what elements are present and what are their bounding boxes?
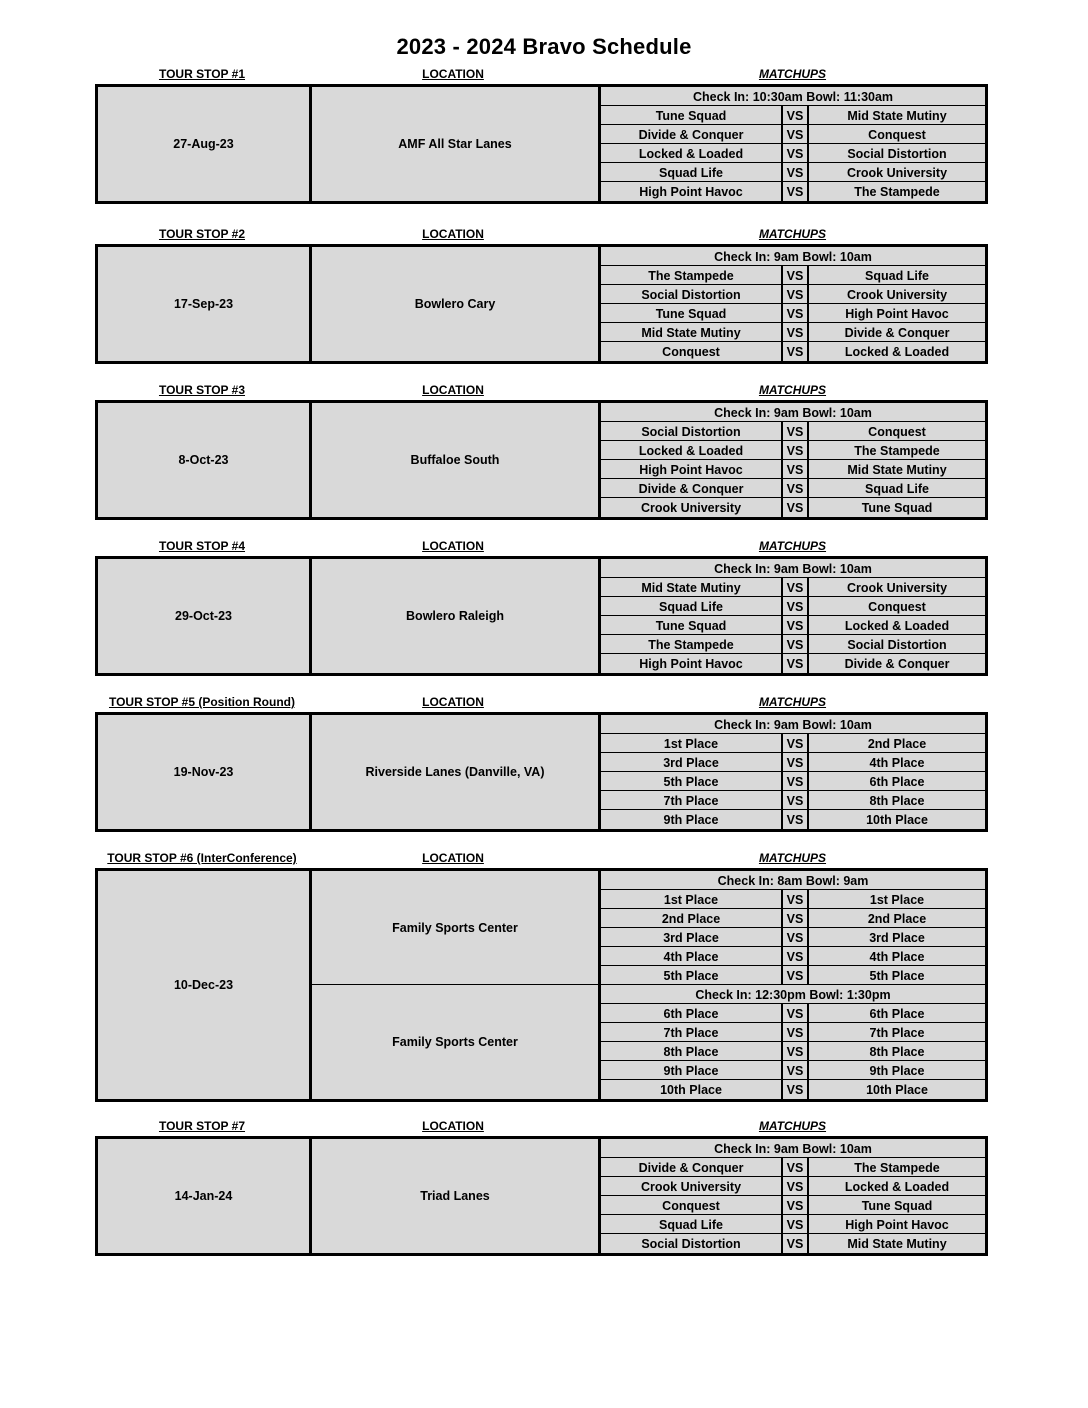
vs-divider [807,1080,809,1099]
vs-label: VS [783,1215,807,1234]
home-team: Crook University [601,498,781,517]
matchups-header: MATCHUPS [758,539,827,553]
vs-divider [781,635,783,654]
vs-divider [807,460,809,479]
column-divider [598,715,601,829]
away-team: Locked & Loaded [809,1177,985,1196]
vs-label: VS [783,616,807,635]
away-team: 3rd Place [809,928,985,947]
vs-divider [807,772,809,791]
home-team: Divide & Conquer [601,125,781,144]
location-header: LOCATION [422,1119,484,1133]
vs-divider [807,1234,809,1253]
vs-label: VS [783,791,807,810]
vs-label: VS [783,163,807,182]
column-divider [598,559,601,673]
location-header: LOCATION [422,695,484,709]
tour-stop-block [95,1136,988,1256]
vs-label: VS [783,734,807,753]
home-team: High Point Havoc [601,182,781,201]
checkin-time: Check In: 8am Bowl: 9am [601,871,985,890]
vs-divider [807,441,809,460]
checkin-time: Check In: 12:30pm Bowl: 1:30pm [601,985,985,1004]
checkin-time: Check In: 10:30am Bowl: 11:30am [601,87,985,106]
home-team: Squad Life [601,1215,781,1234]
vs-label: VS [783,422,807,441]
vs-divider [807,125,809,144]
vs-label: VS [783,460,807,479]
home-team: 3rd Place [601,753,781,772]
home-team: Squad Life [601,597,781,616]
stop-location: Bowlero Raleigh [312,559,598,673]
vs-divider [807,734,809,753]
home-team: Tune Squad [601,106,781,125]
tour-stop-label: TOUR STOP #6 (InterConference) [107,851,297,865]
vs-divider [781,578,783,597]
matchups-header: MATCHUPS [758,67,827,81]
vs-divider [807,323,809,342]
home-team: Social Distortion [601,285,781,304]
tour-stop-label: TOUR STOP #3 [158,383,246,397]
away-team: 6th Place [809,1004,985,1023]
vs-label: VS [783,1023,807,1042]
vs-divider [781,1061,783,1080]
stop-date: 10-Dec-23 [98,871,309,1099]
vs-label: VS [783,498,807,517]
away-team: Divide & Conquer [809,323,985,342]
location-header: LOCATION [422,227,484,241]
stop-date: 27-Aug-23 [98,87,309,201]
vs-divider [807,616,809,635]
vs-label: VS [783,928,807,947]
column-divider [309,87,312,201]
home-team: 6th Place [601,1004,781,1023]
stop-location: Buffaloe South [312,403,598,517]
vs-label: VS [783,578,807,597]
home-team: 3rd Place [601,928,781,947]
away-team: High Point Havoc [809,304,985,323]
vs-divider [807,791,809,810]
vs-label: VS [783,1080,807,1099]
vs-divider [807,909,809,928]
vs-label: VS [783,635,807,654]
vs-label: VS [783,1196,807,1215]
vs-divider [781,1234,783,1253]
vs-label: VS [783,597,807,616]
home-team: Crook University [601,1177,781,1196]
away-team: Tune Squad [809,1196,985,1215]
matchups-header: MATCHUPS [758,383,827,397]
vs-divider [781,753,783,772]
away-team: Tune Squad [809,498,985,517]
location-header: LOCATION [422,67,484,81]
home-team: 9th Place [601,810,781,829]
vs-divider [781,791,783,810]
checkin-time: Check In: 9am Bowl: 10am [601,559,985,578]
vs-divider [781,810,783,829]
away-team: Conquest [809,125,985,144]
vs-divider [781,342,783,361]
away-team: 5th Place [809,966,985,985]
vs-label: VS [783,182,807,201]
away-team: 8th Place [809,791,985,810]
vs-divider [807,810,809,829]
checkin-time: Check In: 9am Bowl: 10am [601,403,985,422]
stop-date: 8-Oct-23 [98,403,309,517]
tour-stop-label: TOUR STOP #5 (Position Round) [108,695,295,709]
vs-divider [807,966,809,985]
away-team: High Point Havoc [809,1215,985,1234]
vs-label: VS [783,772,807,791]
home-team: Locked & Loaded [601,441,781,460]
home-team: 9th Place [601,1061,781,1080]
vs-divider [781,1042,783,1061]
vs-label: VS [783,909,807,928]
tour-stop-block [95,712,988,832]
away-team: Social Distortion [809,144,985,163]
vs-label: VS [783,144,807,163]
vs-divider [807,266,809,285]
vs-divider [807,304,809,323]
home-team: Squad Life [601,163,781,182]
vs-divider [781,323,783,342]
vs-divider [781,125,783,144]
column-divider [309,871,312,1099]
home-team: 4th Place [601,947,781,966]
away-team: 4th Place [809,753,985,772]
vs-divider [781,182,783,201]
home-team: 1st Place [601,734,781,753]
vs-divider [781,966,783,985]
vs-divider [807,753,809,772]
vs-label: VS [783,106,807,125]
stop-location: Triad Lanes [312,1139,598,1253]
vs-divider [807,597,809,616]
vs-divider [807,578,809,597]
vs-divider [807,182,809,201]
vs-divider [807,635,809,654]
away-team: Conquest [809,422,985,441]
vs-divider [781,422,783,441]
home-team: Social Distortion [601,1234,781,1253]
home-team: Conquest [601,342,781,361]
vs-divider [781,597,783,616]
vs-divider [781,890,783,909]
away-team: The Stampede [809,1158,985,1177]
matchups-header: MATCHUPS [758,1119,827,1133]
vs-label: VS [783,1158,807,1177]
checkin-time: Check In: 9am Bowl: 10am [601,715,985,734]
away-team: Mid State Mutiny [809,1234,985,1253]
away-team: 7th Place [809,1023,985,1042]
vs-label: VS [783,810,807,829]
away-team: 6th Place [809,772,985,791]
stop-location: Family Sports Center [312,871,598,985]
vs-label: VS [783,342,807,361]
page-title: 2023 - 2024 Bravo Schedule [396,34,692,59]
away-team: Mid State Mutiny [809,460,985,479]
vs-divider [807,106,809,125]
column-divider [598,87,601,201]
home-team: Tune Squad [601,304,781,323]
tour-stop-label: TOUR STOP #2 [158,227,246,241]
vs-divider [781,616,783,635]
location-header: LOCATION [422,851,484,865]
vs-divider [807,928,809,947]
vs-divider [781,285,783,304]
away-team: The Stampede [809,182,985,201]
vs-divider [781,460,783,479]
column-divider [309,247,312,361]
vs-divider [781,947,783,966]
vs-divider [807,422,809,441]
tour-stop-label: TOUR STOP #1 [158,67,246,81]
matchups-header: MATCHUPS [758,851,827,865]
vs-divider [807,654,809,673]
away-team: 8th Place [809,1042,985,1061]
column-divider [309,403,312,517]
away-team: 4th Place [809,947,985,966]
vs-divider [781,734,783,753]
vs-divider [781,266,783,285]
vs-divider [807,1023,809,1042]
vs-divider [781,1196,783,1215]
away-team: Divide & Conquer [809,654,985,673]
vs-label: VS [783,753,807,772]
away-team: Social Distortion [809,635,985,654]
vs-divider [807,947,809,966]
vs-divider [781,304,783,323]
vs-divider [781,772,783,791]
away-team: Crook University [809,163,985,182]
home-team: Social Distortion [601,422,781,441]
vs-divider [807,285,809,304]
vs-divider [781,928,783,947]
home-team: 5th Place [601,966,781,985]
vs-divider [807,1004,809,1023]
home-team: 1st Place [601,890,781,909]
home-team: Mid State Mutiny [601,578,781,597]
away-team: 10th Place [809,810,985,829]
vs-divider [807,163,809,182]
matchups-header: MATCHUPS [758,695,827,709]
column-divider [598,403,601,517]
vs-label: VS [783,890,807,909]
vs-label: VS [783,1061,807,1080]
vs-label: VS [783,1234,807,1253]
vs-divider [781,498,783,517]
vs-divider [781,163,783,182]
column-divider [598,1139,601,1253]
stop-date: 17-Sep-23 [98,247,309,361]
vs-label: VS [783,266,807,285]
away-team: Locked & Loaded [809,342,985,361]
stop-date: 19-Nov-23 [98,715,309,829]
vs-divider [807,1177,809,1196]
away-team: Mid State Mutiny [809,106,985,125]
vs-label: VS [783,1004,807,1023]
vs-label: VS [783,441,807,460]
vs-divider [781,1215,783,1234]
vs-divider [781,441,783,460]
away-team: Squad Life [809,266,985,285]
tour-stop-block [95,400,988,520]
vs-label: VS [783,966,807,985]
away-team: 2nd Place [809,734,985,753]
tour-stop-label: TOUR STOP #7 [158,1119,246,1133]
away-team: Locked & Loaded [809,616,985,635]
column-divider [598,247,601,361]
vs-label: VS [783,1177,807,1196]
vs-divider [807,479,809,498]
home-team: 5th Place [601,772,781,791]
vs-divider [781,106,783,125]
stop-location: Riverside Lanes (Danville, VA) [312,715,598,829]
vs-divider [781,1004,783,1023]
location-header: LOCATION [422,539,484,553]
vs-label: VS [783,479,807,498]
away-team: 10th Place [809,1080,985,1099]
vs-divider [781,1177,783,1196]
home-team: Divide & Conquer [601,1158,781,1177]
home-team: 7th Place [601,791,781,810]
home-team: Tune Squad [601,616,781,635]
vs-divider [781,909,783,928]
away-team: Crook University [809,578,985,597]
vs-label: VS [783,1042,807,1061]
vs-divider [807,144,809,163]
vs-divider [781,144,783,163]
vs-divider [807,1061,809,1080]
away-team: 1st Place [809,890,985,909]
vs-divider [807,1215,809,1234]
vs-divider [807,1042,809,1061]
checkin-time: Check In: 9am Bowl: 10am [601,1139,985,1158]
stop-location: Family Sports Center [312,985,598,1099]
vs-label: VS [783,654,807,673]
home-team: Conquest [601,1196,781,1215]
tour-stop-block [95,868,988,1102]
home-team: High Point Havoc [601,460,781,479]
column-divider [309,559,312,673]
tour-stop-block [95,244,988,364]
matchups-header: MATCHUPS [758,227,827,241]
tour-stop-label: TOUR STOP #4 [158,539,246,553]
vs-divider [781,479,783,498]
away-team: Conquest [809,597,985,616]
home-team: High Point Havoc [601,654,781,673]
home-team: 10th Place [601,1080,781,1099]
vs-divider [807,342,809,361]
location-header: LOCATION [422,383,484,397]
home-team: Locked & Loaded [601,144,781,163]
stop-date: 29-Oct-23 [98,559,309,673]
away-team: The Stampede [809,441,985,460]
home-team: 7th Place [601,1023,781,1042]
vs-divider [807,890,809,909]
stop-location: Bowlero Cary [312,247,598,361]
vs-label: VS [783,947,807,966]
vs-label: VS [783,304,807,323]
vs-label: VS [783,285,807,304]
away-team: 2nd Place [809,909,985,928]
home-team: 2nd Place [601,909,781,928]
column-divider [309,1139,312,1253]
tour-stop-block [95,84,988,204]
vs-divider [807,1196,809,1215]
vs-divider [807,498,809,517]
home-team: Mid State Mutiny [601,323,781,342]
column-divider [309,715,312,829]
home-team: The Stampede [601,266,781,285]
stop-location: AMF All Star Lanes [312,87,598,201]
vs-divider [807,1158,809,1177]
away-team: Squad Life [809,479,985,498]
tour-stop-block [95,556,988,676]
away-team: 9th Place [809,1061,985,1080]
vs-label: VS [783,323,807,342]
away-team: Crook University [809,285,985,304]
vs-divider [781,654,783,673]
vs-label: VS [783,125,807,144]
home-team: 8th Place [601,1042,781,1061]
home-team: The Stampede [601,635,781,654]
home-team: Divide & Conquer [601,479,781,498]
stop-date: 14-Jan-24 [98,1139,309,1253]
vs-divider [781,1023,783,1042]
checkin-time: Check In: 9am Bowl: 10am [601,247,985,266]
column-divider [598,871,601,1099]
vs-divider [781,1080,783,1099]
vs-divider [781,1158,783,1177]
